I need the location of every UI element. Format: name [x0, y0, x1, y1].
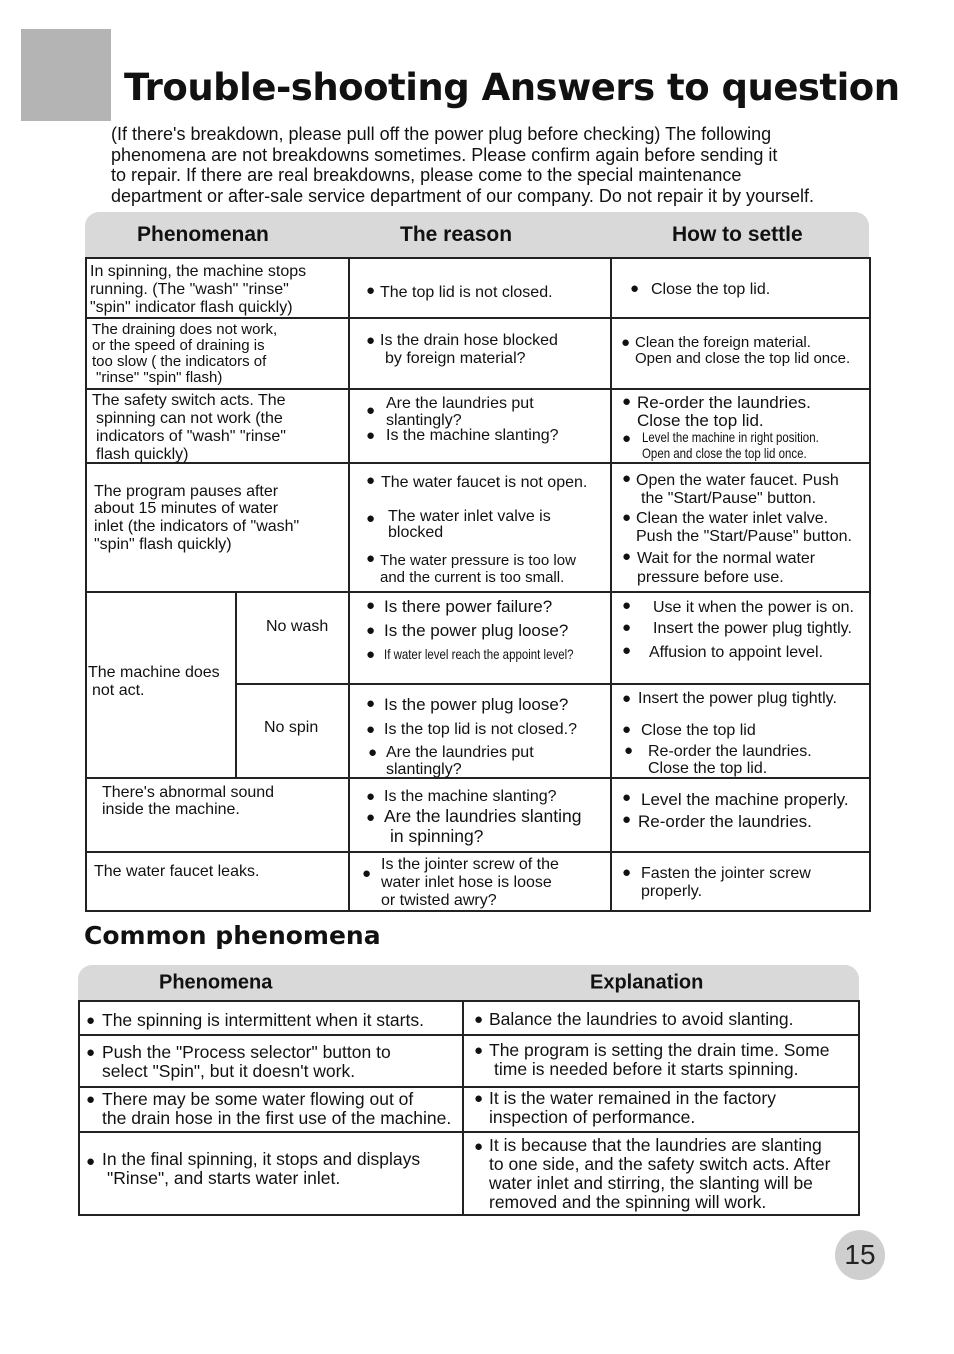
bullet-icon — [366, 789, 375, 804]
phenomena-line: select "Spin", but it doesn't work. — [102, 1061, 356, 1081]
bullet-icon — [86, 1154, 95, 1169]
phenomenon-line: "spin" flash quickly) — [94, 536, 232, 553]
row-divider — [79, 1131, 859, 1133]
reason-line: Is the top lid is not closed.? — [384, 721, 577, 738]
phenomenon-line: or the speed of draining is — [92, 337, 265, 354]
bullet-icon — [368, 745, 377, 760]
explanation-line: It is the water remained in the factory — [489, 1088, 776, 1108]
bullet-icon — [366, 598, 375, 613]
phenomenon-line: spinning can not work (the — [96, 410, 283, 427]
bullet-icon — [622, 691, 631, 706]
phenomena-line: In the final spinning, it stops and displays — [102, 1149, 421, 1169]
explanation-line: It is because that the laundries are slanting — [489, 1135, 822, 1155]
explanation-line: removed and the spinning will work. — [489, 1192, 767, 1212]
bullet-icon — [366, 647, 375, 662]
bullet-icon — [366, 696, 375, 711]
settle-line: Open and close the top lid once. — [635, 350, 851, 367]
reason-line: in spinning? — [390, 826, 484, 846]
settle-line: Close the top lid. — [648, 760, 768, 777]
reason-line: water inlet hose is loose — [381, 874, 552, 891]
phenomenon-line: too slow ( the indicators of — [92, 353, 267, 370]
bullet-icon — [622, 598, 631, 613]
bullet-icon — [366, 283, 375, 298]
phenomenon-line: flash quickly) — [96, 446, 189, 463]
explanation-line: The program is setting the drain time. Some — [489, 1040, 830, 1060]
reason-line: blocked — [388, 524, 444, 541]
reason-line: and the current is too small. — [380, 569, 565, 586]
settle-line: Close the top lid. — [651, 281, 771, 298]
settle-line: Clean the water inlet valve. — [636, 510, 829, 527]
reason-line: The water pressure is too low — [380, 552, 576, 569]
settle-line: Insert the power plug tightly. — [638, 690, 837, 707]
bullet-icon — [622, 431, 631, 446]
phenomena-line: the drain hose in the first use of the machine. — [102, 1108, 452, 1128]
bullet-icon — [622, 865, 631, 880]
reason-line: The top lid is not closed. — [380, 284, 553, 301]
phenomenon-line: running. (The "wash" "rinse" — [90, 281, 289, 298]
reason-line: The water faucet is not open. — [381, 474, 588, 491]
phenomenon-line: indicators of "wash" "rinse" — [96, 428, 286, 445]
settle-line: Fasten the jointer screw — [641, 865, 811, 882]
bullet-icon — [366, 473, 375, 488]
phenomenon-line: "spin" indicator flash quickly) — [90, 299, 293, 316]
header-settle: How to settle — [672, 223, 803, 246]
section-title: Common phenomena — [84, 921, 381, 950]
bullet-icon — [622, 790, 631, 805]
row-divider — [86, 462, 870, 464]
row-divider — [86, 317, 870, 319]
phenomenon-line: There's abnormal sound — [102, 784, 275, 801]
header-reason: The reason — [400, 223, 513, 246]
phenomena-line: Push the "Process selector" button to — [102, 1042, 391, 1062]
header-phenomenan: Phenomenan — [137, 223, 269, 246]
settle-line: Re-order the laundries. — [638, 812, 812, 831]
intro-line: phenomena are not breakdowns sometimes. Please confirm again before sending it — [111, 144, 778, 165]
phenomenon-line: The machine does — [88, 664, 220, 681]
bullet-icon — [630, 281, 639, 296]
row-divider — [236, 683, 870, 685]
page-number: 15 — [835, 1230, 885, 1280]
row-divider — [86, 777, 870, 779]
row-divider — [86, 851, 870, 853]
bullet-icon — [624, 743, 633, 758]
reason-line: Is the drain hose blocked — [380, 332, 558, 349]
bullet-icon — [622, 510, 631, 525]
bullet-icon — [622, 471, 631, 486]
phenomenon-line: The safety switch acts. The — [92, 392, 286, 409]
settle-line: Clean the foreign material. — [635, 334, 811, 351]
settle-line: Close the top lid — [641, 722, 756, 739]
phenomenon-line: "rinse" "spin" flash) — [96, 369, 223, 386]
phenomenon-line: about 15 minutes of water — [94, 500, 279, 517]
intro-paragraph — [111, 124, 923, 206]
bullet-icon — [622, 643, 631, 658]
bullet-icon — [366, 403, 375, 418]
settle-line: Use it when the power is on. — [653, 599, 854, 616]
bullet-icon — [366, 810, 375, 825]
bullet-icon — [474, 1139, 483, 1154]
phenomenon-line: The water faucet leaks. — [94, 863, 260, 880]
phenomena-line: "Rinse", and starts water inlet. — [107, 1168, 341, 1188]
header-explanation: Explanation — [590, 971, 704, 994]
phenomena-line: The spinning is intermittent when it starts. — [102, 1010, 424, 1030]
page-title: Trouble-shooting Answers to question — [124, 66, 900, 109]
reason-line: Are the laundries slanting — [384, 806, 582, 826]
settle-line: Push the "Start/Pause" button. — [636, 528, 852, 545]
settle-line: Re-order the laundries. — [637, 393, 811, 412]
explanation-line: time is needed before it starts spinning. — [494, 1059, 799, 1079]
row-divider — [86, 591, 870, 593]
trouble-table-header — [85, 212, 869, 258]
explanation-line: Balance the laundries to avoid slanting. — [489, 1009, 794, 1029]
bullet-icon — [86, 1045, 95, 1060]
phenomena-line: There may be some water flowing out of — [102, 1089, 414, 1109]
column-divider — [348, 258, 350, 911]
column-divider — [610, 258, 612, 911]
bullet-icon — [366, 511, 375, 526]
settle-line: pressure before use. — [637, 569, 784, 586]
intro-line: department or after-sale service department of our company. Do not repair it by yourself. — [111, 185, 814, 206]
explanation-line: inspection of performance. — [489, 1107, 696, 1127]
reason-line: If water level reach the appoint level? — [384, 646, 574, 662]
reason-line: Is the machine slanting? — [384, 788, 557, 805]
reason-line: The water inlet valve is — [388, 508, 551, 525]
bullet-icon — [622, 620, 631, 635]
bullet-icon — [622, 812, 631, 827]
reason-line: Is there power failure? — [384, 597, 553, 616]
common-table-header — [78, 965, 859, 1001]
sub-case-no-wash: No wash — [266, 618, 329, 635]
phenomenon-line: inside the machine. — [102, 801, 240, 818]
reason-line: Is the jointer screw of the — [381, 856, 559, 873]
column-divider — [235, 592, 237, 777]
reason-line: Are the laundries put — [386, 395, 534, 412]
phenomenon-line: not act. — [92, 682, 145, 699]
settle-line: properly. — [641, 883, 703, 900]
phenomenon-line: The draining does not work, — [92, 321, 278, 338]
settle-line: Affusion to appoint level. — [649, 644, 824, 661]
reason-line: Is the machine slanting? — [386, 427, 559, 444]
bullet-icon — [86, 1092, 95, 1107]
reason-line: slantingly? — [386, 412, 462, 429]
reason-line: Are the laundries put — [386, 744, 534, 761]
bullet-icon — [621, 335, 630, 350]
bullet-icon — [474, 1043, 483, 1058]
settle-line: the "Start/Pause" button. — [641, 490, 817, 507]
phenomenon-line: The program pauses after — [94, 483, 279, 500]
intro-line: to repair. If there are real breakdowns, please come to the special maintenance — [111, 165, 742, 185]
settle-line: Wait for the normal water — [637, 550, 816, 567]
corner-decoration — [21, 29, 111, 121]
sub-case-no-spin: No spin — [264, 719, 319, 736]
intro-line: (If there's breakdown, please pull off the power plug before checking) The following — [111, 124, 772, 144]
phenomenon-line: inlet (the indicators of "wash" — [94, 518, 300, 535]
bullet-icon — [366, 428, 375, 443]
reason-line: slantingly? — [386, 761, 462, 778]
settle-line: Open the water faucet. Push — [636, 472, 839, 489]
settle-line: Level the machine properly. — [641, 790, 849, 809]
settle-line: Close the top lid. — [637, 411, 764, 430]
bullet-icon — [622, 394, 631, 409]
reason-line: by foreign material? — [385, 350, 526, 367]
reason-line: or twisted awry? — [381, 892, 497, 909]
row-divider — [79, 1034, 859, 1036]
bullet-icon — [622, 549, 631, 564]
reason-line: Is the power plug loose? — [384, 621, 569, 640]
bullet-icon — [366, 551, 375, 566]
explanation-line: water inlet and stirring, the slanting will be — [489, 1173, 813, 1193]
explanation-line: to one side, and the safety switch acts. After — [489, 1154, 831, 1174]
bullet-icon — [474, 1012, 483, 1027]
reason-line: Is the power plug loose? — [384, 695, 569, 714]
bullet-icon — [622, 722, 631, 737]
header-phenomena: Phenomena — [159, 971, 273, 994]
bullet-icon — [366, 623, 375, 638]
settle-line: Open and close the top lid once. — [642, 445, 807, 461]
bullet-icon — [366, 333, 375, 348]
settle-line: Re-order the laundries. — [648, 743, 812, 760]
row-divider — [86, 388, 870, 390]
settle-line: Level the machine in right position. — [642, 429, 819, 445]
settle-line: Insert the power plug tightly. — [653, 620, 852, 637]
bullet-icon — [86, 1013, 95, 1028]
phenomenon-line: In spinning, the machine stops — [90, 263, 307, 280]
bullet-icon — [362, 866, 371, 881]
bullet-icon — [366, 722, 375, 737]
bullet-icon — [474, 1091, 483, 1106]
